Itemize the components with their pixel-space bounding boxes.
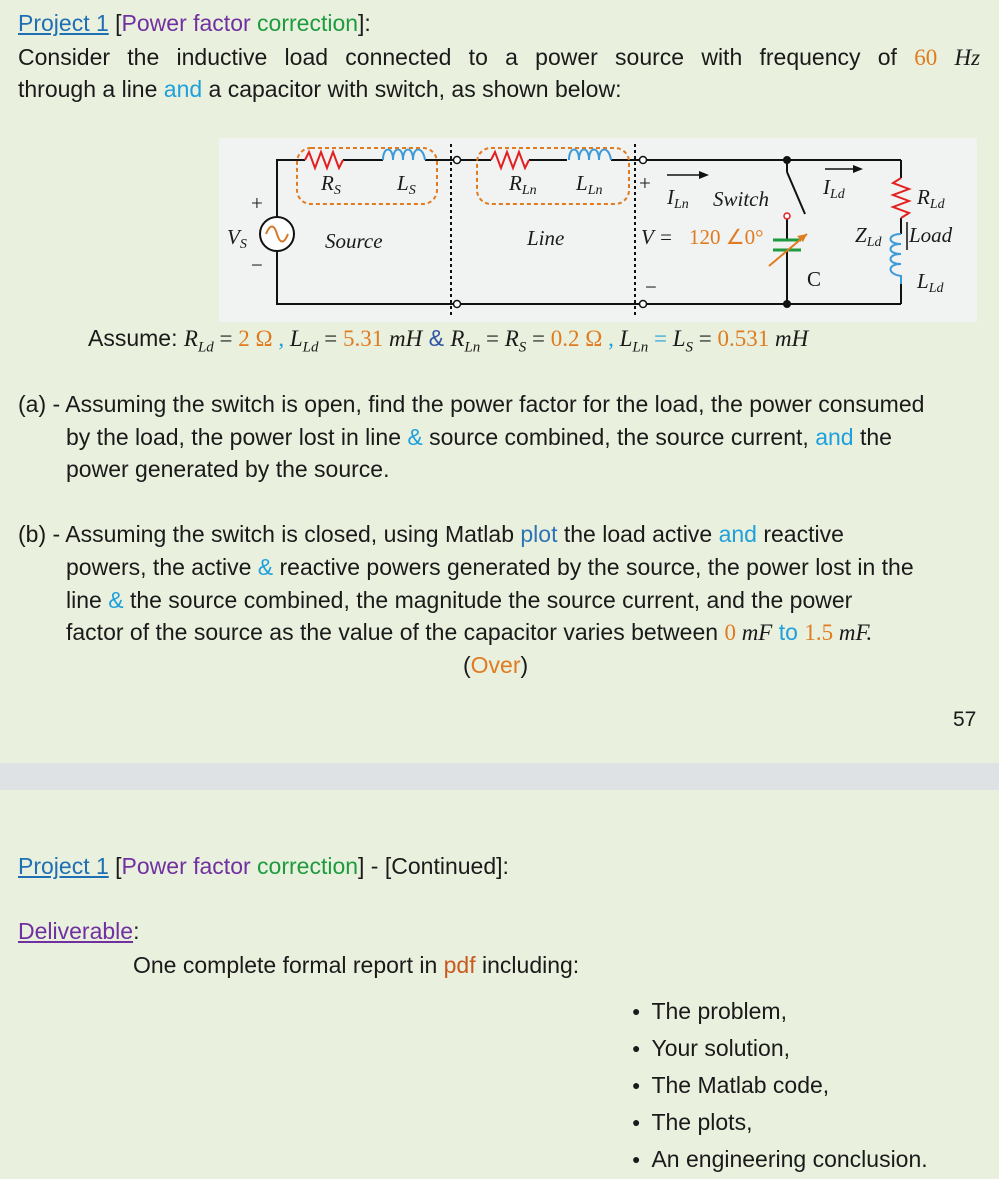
label-lln: LLn — [576, 171, 603, 198]
list-item: ● The Matlab code, — [632, 1068, 928, 1105]
label-minus-load: − — [645, 275, 657, 299]
circuit-diagram — [219, 138, 977, 322]
label-source: Source — [325, 229, 383, 253]
project-title: Project 1 [Power factor correction]: — [18, 10, 371, 36]
deliverable-link[interactable]: Deliverable — [18, 918, 134, 944]
list-item: ● The problem, — [632, 994, 928, 1031]
label-cap: C — [807, 267, 822, 291]
label-line: Line — [527, 226, 565, 250]
deliverable-list — [632, 994, 928, 1179]
assumptions: Assume: $R_{Ld} = 2$ Ω , $L_{Ld} = 5.31$ mH & $R_{Ln} = R_S = 0.2$ Ω , $L_{Ln} = L_S = 0.531$ mH — [88, 325, 809, 356]
label-voltage-lhs: V = — [641, 225, 673, 249]
page-number: 57 — [953, 708, 977, 731]
label-plus-source: + — [251, 191, 263, 215]
label-rs: RS — [321, 171, 341, 198]
part-b-line-1: (b) - Assuming the switch is closed, using Matlab plot the load active and reactive — [18, 521, 844, 547]
label-minus-source: − — [251, 253, 263, 277]
list-item: ● Your solution, — [632, 1031, 928, 1068]
report-line: One complete formal report in pdf including: — [133, 952, 580, 978]
label-voltage-value: 120 ∠0° — [689, 225, 764, 249]
project-title-continued: Project 1 [Power factor correction] - [Continued]: — [18, 853, 509, 879]
page-separator — [0, 763, 999, 790]
part-b-line-2: powers, the active & reactive powers generated by the source, the power lost in the — [66, 554, 914, 580]
part-b-line-3: line & the source combined, the magnitude the source current, and the power — [66, 587, 853, 613]
intro-line-1: Consider the inductive load connected to a power source with frequency of 60 Hz — [18, 44, 981, 70]
label-ls: LS — [397, 171, 416, 198]
over-note: (Over) — [463, 652, 529, 678]
label-lld: LLd — [917, 269, 944, 296]
label-rld: RLd — [917, 185, 945, 212]
deliverable-heading: Deliverable: — [18, 918, 140, 944]
part-a-line-1: (a) - Assuming the switch is open, find the power factor for the load, the power consumed — [18, 391, 925, 417]
intro-line-2: through a line and a capacitor with switch, as shown below: — [18, 76, 622, 102]
label-switch: Switch — [713, 187, 769, 211]
project-link[interactable]: Project 1 — [18, 10, 109, 36]
part-a-line-2: by the load, the power lost in line & source combined, the source current, and the — [66, 424, 892, 450]
label-ild: ILd — [823, 175, 845, 202]
label-rln: RLn — [509, 171, 537, 198]
label-vs: VS — [227, 225, 247, 252]
part-b-line-4: factor of the source as the value of the capacitor varies between 0 mF to 1.5 mF. — [66, 619, 873, 645]
list-item: ● The plots, — [632, 1105, 928, 1142]
list-item: ● An engineering conclusion. — [632, 1142, 928, 1179]
project-link-continued[interactable]: Project 1 — [18, 853, 109, 879]
label-zld: ZLd — [855, 223, 882, 250]
label-plus-load: + — [639, 171, 651, 195]
label-iln: ILn — [667, 185, 689, 212]
label-load: Load — [909, 223, 953, 247]
part-a-line-3: power generated by the source. — [66, 456, 390, 482]
